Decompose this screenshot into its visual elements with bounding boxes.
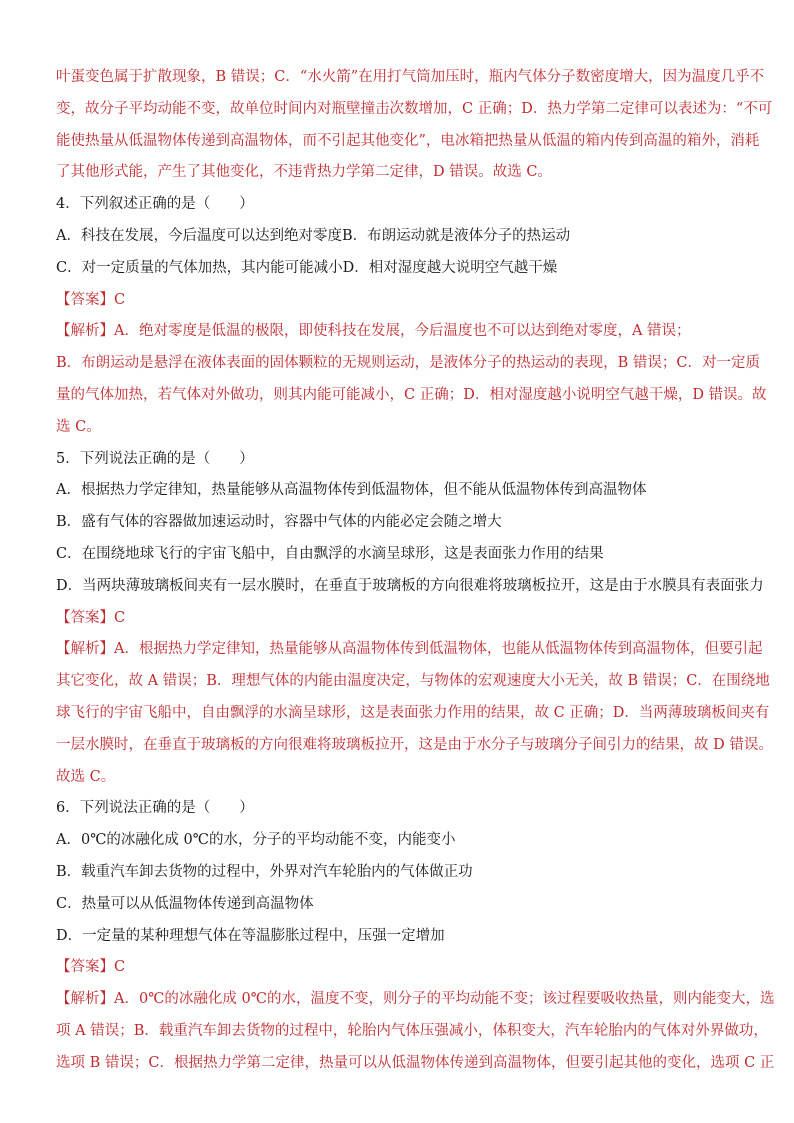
answer-label: 【答案】C	[56, 291, 126, 308]
explanation-line: 量的气体加热，若气体对外做功，则其内能可能减小，C 正确；D．相对湿度越小说明空气越干燥，D 错误。故	[56, 386, 767, 403]
question-option: B．载重汽车卸去货物的过程中，外界对汽车轮胎内的气体做正功	[56, 863, 473, 880]
question-option: C．在围绕地球飞行的宇宙飞船中，自由飘浮的水滴呈球形，这是表面张力作用的结果	[56, 545, 604, 562]
question-option: A．科技在发展，今后温度可以达到绝对零度B．布朗运动就是液体分子的热运动	[56, 227, 571, 244]
explanation-line: 【解析】A．根据热力学定律知，热量能够从高温物体传到低温物体，也能从低温物体传到高温物体，但要引起	[56, 641, 763, 658]
answer-label: 【答案】C	[56, 959, 126, 976]
explanation-line: 【解析】A．0℃的冰融化成 0℃的水，温度不变，则分子的平均动能不变；该过程要吸收热量，则内能变大，选	[56, 991, 775, 1008]
explanation-line: 故选 C。	[56, 768, 116, 785]
explanation-line: 一层水膜时，在垂直于玻璃板的方向很难将玻璃板拉开，这是由于水分子与玻璃分子间引力的结果，故 D 错误。	[56, 736, 773, 753]
question-6-stem: 6．下列说法正确的是（ ）	[56, 800, 254, 817]
question-4-stem: 4．下列叙述正确的是（ ）	[56, 196, 254, 213]
text-line: 变，故分子平均动能不变，故单位时间内对瓶壁撞击次数增加，C 正确；D．热力学第二定律可以表述为：“不可	[56, 100, 773, 117]
question-option: A．0℃的冰融化成 0℃的水，分子的平均动能不变，内能变小	[56, 832, 456, 849]
explanation-line: 【解析】A．绝对零度是低温的极限，即使科技在发展，今后温度也不可以达到绝对零度，A 错误；	[56, 323, 691, 340]
question-option: C．对一定质量的气体加热，其内能可能减小D．相对湿度越大说明空气越干燥	[56, 259, 558, 276]
text-line: 叶蛋变色属于扩散现象，B 错误；C．“水火箭”在用打气筒加压时，瓶内气体分子数密度增大，因为温度几乎不	[56, 69, 765, 85]
explanation-line: 项 A 错误；B．载重汽车卸去货物的过程中，轮胎内气体压强减小，体积变大，汽车轮胎内的气体对外界做功，	[56, 1022, 768, 1039]
explanation-line: 选项 B 错误；C．根据热力学第二定律，热量可以从低温物体传递到高温物体，但要引起其他的变化，选项 C 正	[56, 1054, 775, 1071]
question-option: D．当两块薄玻璃板间夹有一层水膜时，在垂直于玻璃板的方向很难将玻璃板拉开，这是由于水膜具有表面张力	[56, 577, 764, 594]
explanation-line: 选 C。	[56, 418, 101, 435]
text-line: 能使热量从低温物体传递到高温物体，而不引起其他变化”，电冰箱把热量从低温的箱内传到高温的箱外，消耗	[56, 132, 760, 149]
answer-label: 【答案】C	[56, 609, 126, 626]
text-line: 了其他形式能，产生了其他变化，不违背热力学第二定律，D 错误。故选 C。	[56, 164, 552, 181]
explanation-line: 其它变化，故 A 错误；B．理想气体的内能由温度决定，与物体的宏观速度大小无关，故 B 错误；C．在围绕地	[56, 673, 770, 690]
question-option: D．一定量的某种理想气体在等温膨胀过程中，压强一定增加	[56, 927, 445, 944]
question-option: A．根据热力学定律知，热量能够从高温物体传到低温物体，但不能从低温物体传到高温物体	[56, 482, 647, 499]
explanation-line: 球飞行的宇宙飞船中，自由飘浮的水滴呈球形，这是表面张力作用的结果，故 C 正确；D．当两薄玻璃板间夹有	[56, 704, 770, 721]
question-option: C．热量可以从低温物体传递到高温物体	[56, 895, 314, 912]
question-5-stem: 5．下列说法正确的是（ ）	[56, 450, 254, 467]
explanation-line: B．布朗运动是悬浮在液体表面的固体颗粒的无规则运动，是液体分子的热运动的表现，B 错误；C．对一定质	[56, 355, 761, 372]
question-option: B．盛有气体的容器做加速运动时，容器中气体的内能必定会随之增大	[56, 514, 502, 531]
